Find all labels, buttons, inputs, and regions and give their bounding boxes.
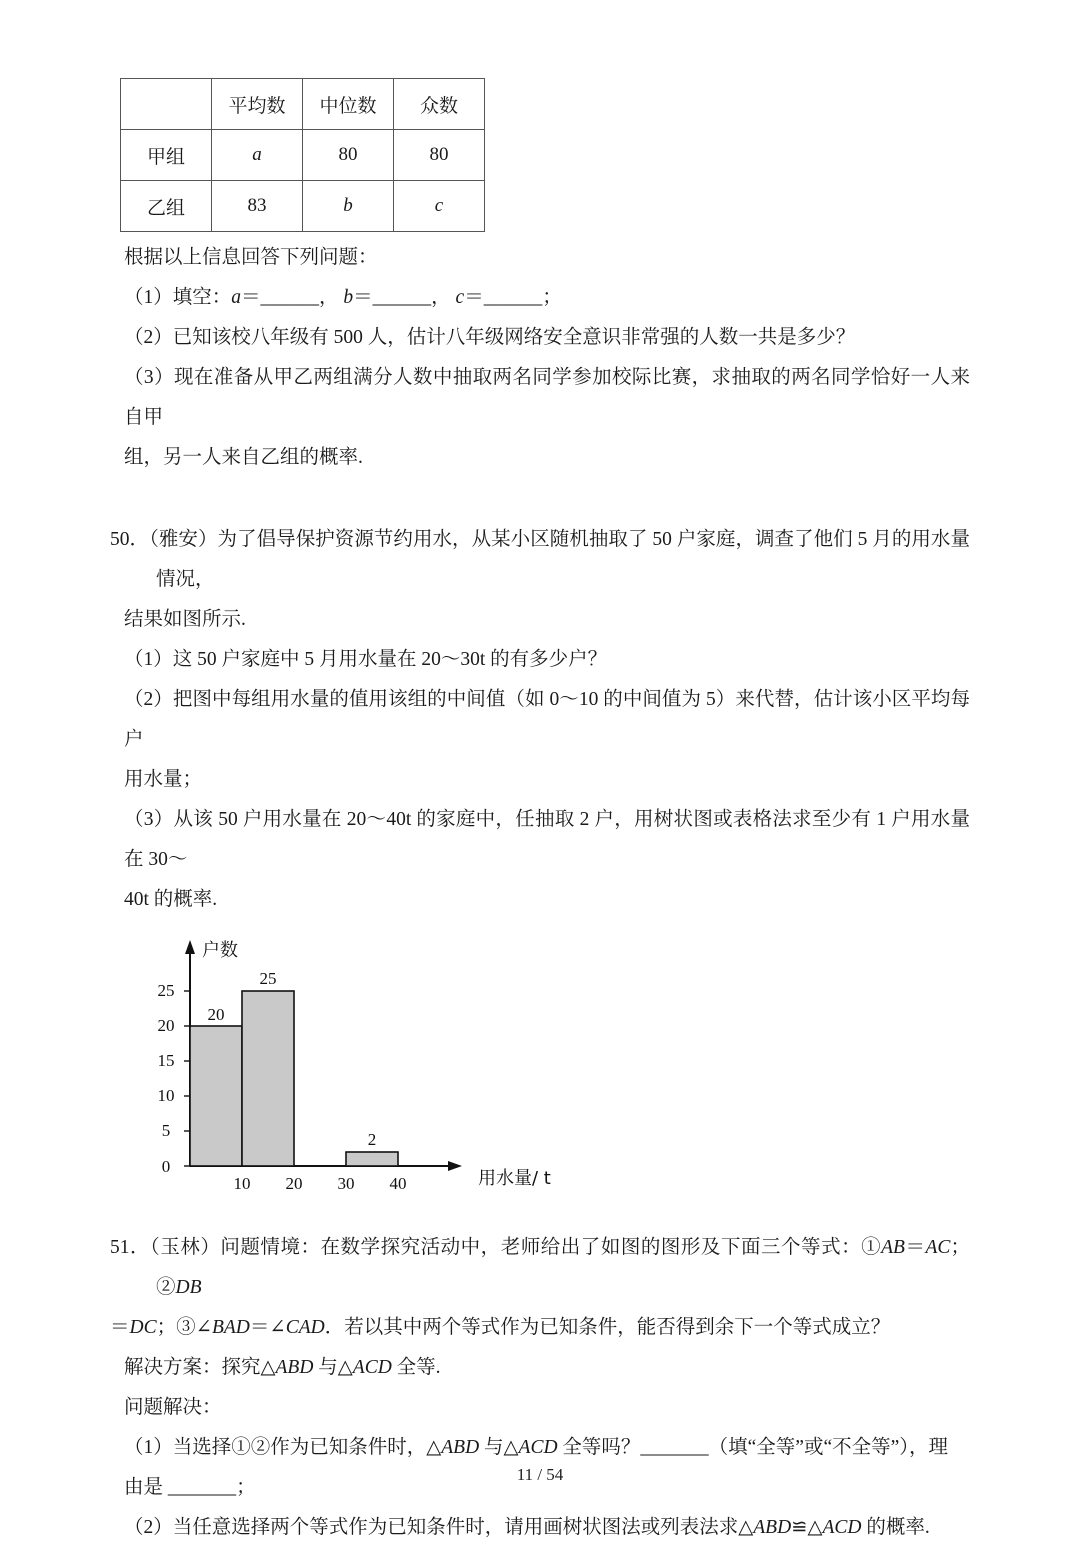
q51-item1-c: 全等吗？_______（填“全等”或“不全等”），理 [557, 1437, 949, 1458]
page-footer: 11 / 54 [516, 1465, 564, 1484]
table-header-mean: 平均数 [212, 79, 303, 130]
q51-region: （玉林） [150, 1237, 221, 1258]
q51-line2-d: ．若以其中两个等式作为已知条件，能否得到余下一个等式成立？ [324, 1317, 891, 1338]
q51-item2-cong: ≌△ [791, 1517, 823, 1538]
q51-item1-acd: ACD [518, 1437, 558, 1458]
q51-item2-b: 的概率. [861, 1517, 930, 1538]
q51-tri-acd: ACD [352, 1357, 392, 1378]
spacer [110, 478, 970, 514]
water-usage-bar-chart [130, 934, 590, 1204]
q51-stem-line2 [110, 1308, 970, 1348]
chart-x-axis-title: 用水量/ t [478, 1168, 551, 1189]
statistics-table [120, 78, 485, 232]
chart-bar-label-20: 20 [207, 1005, 225, 1024]
q50-number: 50． [110, 529, 150, 550]
q51-item-1-line1 [110, 1428, 970, 1468]
q51-item-2 [110, 1508, 970, 1548]
question-50 [110, 520, 970, 920]
q50-item-2-line1: （2）把图中每组用水量的值用该组的中间值（如 0～10 的中间值为 5）来代替，估计该小区平均每户 [124, 689, 970, 750]
table-corner-cell [121, 79, 212, 130]
q51-eq1: ＝ [904, 1237, 926, 1258]
q51-label-ab: AB [881, 1237, 905, 1258]
chart-y-axis-title: 户数 [202, 940, 238, 961]
chart-xtick-30: 30 [337, 1174, 355, 1193]
q50-region: （雅安） [149, 529, 218, 550]
q49-item-3-line2: 组，另一人来自乙组的概率. [124, 447, 363, 468]
q51-solution-a: 解决方案：探究△ [124, 1357, 276, 1378]
table-cell-a-median: 80 [303, 130, 394, 181]
chart-ytick-0: 0 [161, 1157, 171, 1176]
q49-item-3-line1: （3）现在准备从甲乙两组满分人数中抽取两名同学参加校际比赛，求抽取的两名同学恰好一人来自甲 [124, 367, 970, 428]
q51-solution [110, 1348, 970, 1388]
q50-stem-line1 [110, 520, 970, 600]
q49-item1-pre: （1）填空： [124, 287, 232, 308]
chart-ytick-25: 25 [157, 981, 175, 1000]
q51-stem-line1 [110, 1228, 970, 1308]
q51-number: 51． [110, 1237, 151, 1258]
q51-item1-a: （1）当选择①②作为已知条件时，△ [124, 1437, 442, 1458]
q49-item-1 [110, 278, 970, 318]
q49-item1-eq2: ＝______， [353, 287, 451, 308]
chart-ytick-5: 5 [161, 1121, 171, 1140]
q51-label-bad: BAD [211, 1317, 250, 1338]
chart-xtick-20: 20 [285, 1174, 303, 1193]
chart-bar-label-25: 25 [259, 969, 277, 988]
q51-solution-c: 全等. [391, 1357, 441, 1378]
chart-ytick-15: 15 [157, 1051, 175, 1070]
q50-item-2-line2: 用水量； [124, 769, 203, 790]
chart-ytick-20: 20 [157, 1016, 175, 1035]
q50-item-1: （1）这 50 户家庭中 5 月用水量在 20～30t 的有多少户？ [124, 649, 608, 670]
q51-item1-abd: ABD [441, 1437, 480, 1458]
q51-item2-a: （2）当任意选择两个等式作为已知条件时，请用画树状图法或列表法求△ [124, 1517, 754, 1538]
chart-bar-0-10 [190, 1026, 242, 1166]
q51-item-1-line2: 由是 _______； [124, 1477, 256, 1498]
q51-line2-c: ＝∠ [249, 1317, 286, 1338]
table-row [121, 181, 485, 232]
q50-item-3-line1: （3）从该 50 户用水量在 20～40t 的家庭中，任抽取 2 户，用树状图或表格法求至少有 1 户用水量在 30～ [124, 809, 970, 870]
table-row-label-group-a: 甲组 [121, 130, 212, 181]
q50-item-3-line2: 40t 的概率. [124, 889, 218, 910]
table-cell-a-mean: a [212, 130, 303, 181]
table-cell-b-mean: 83 [212, 181, 303, 232]
q51-label-dc: DC [129, 1317, 157, 1338]
q51-problem-solve: 问题解决： [124, 1397, 222, 1418]
table-cell-a-mode: 80 [394, 130, 485, 181]
q49-item1-eq1: ＝______， [241, 287, 339, 308]
table-header-row [121, 79, 485, 130]
chart-xtick-40: 40 [389, 1174, 407, 1193]
spacer [110, 1204, 970, 1222]
q51-item2-acd: ACD [822, 1517, 862, 1538]
question-49-body [110, 238, 970, 478]
q51-stem-text-b: ；② [156, 1237, 970, 1298]
q50-stem-line2: 结果如图所示. [124, 609, 246, 630]
q51-line2-b: ；③∠ [156, 1317, 212, 1338]
table-cell-b-median: b [303, 181, 394, 232]
q49-var-b: b [343, 287, 354, 308]
q49-var-a: a [231, 287, 242, 308]
q51-label-db: DB [175, 1277, 202, 1298]
chart-bar-30-40 [346, 1152, 398, 1166]
q51-line2-a: ＝ [110, 1317, 130, 1338]
q50-stem-text: 为了倡导保护资源节约用水，从某小区随机抽取了 50 户家庭，调查了他们 5 月的用水量情况， [156, 529, 970, 590]
q51-item2-abd: ABD [753, 1517, 792, 1538]
chart-bar-10-20 [242, 991, 294, 1166]
q49-var-c: c [455, 287, 465, 308]
table-header-median: 中位数 [303, 79, 394, 130]
chart-ytick-10: 10 [157, 1086, 175, 1105]
table-header-mode: 众数 [394, 79, 485, 130]
q49-item-2: （2）已知该校八年级有 500 人，估计八年级网络安全意识非常强的人数一共是多少？ [124, 327, 856, 348]
q51-item1-b: 与△ [479, 1437, 519, 1458]
q51-solution-b: 与△ [313, 1357, 353, 1378]
q51-label-cad: CAD [285, 1317, 325, 1338]
q51-tri-abd: ABD [275, 1357, 314, 1378]
table-row [121, 130, 485, 181]
question-51 [110, 1228, 970, 1548]
q49-lead: 根据以上信息回答下列问题： [124, 247, 378, 268]
table-row-label-group-b: 乙组 [121, 181, 212, 232]
q51-label-ac: AC [925, 1237, 951, 1258]
table-cell-b-mode: c [394, 181, 485, 232]
q49-item1-eq3: ＝______； [464, 287, 562, 308]
chart-bar-label-2: 2 [367, 1130, 377, 1149]
q51-stem-text-a: 问题情境：在数学探究活动中，老师给出了如图的图形及下面三个等式：① [220, 1237, 882, 1258]
chart-xtick-10: 10 [233, 1174, 251, 1193]
